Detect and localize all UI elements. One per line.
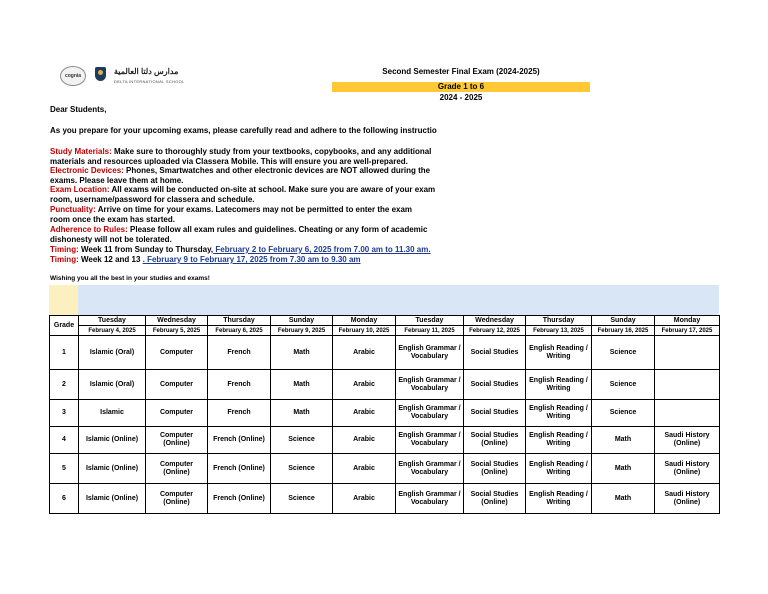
subject-cell: English Reading / Writing xyxy=(526,484,592,514)
devices-text: Phones, Smartwatches and other electronic devices are NOT allowed during the xyxy=(123,166,431,175)
subject-cell: Computer (Online) xyxy=(146,427,208,454)
subject-cell: Math xyxy=(271,370,333,400)
subject-cell: Math xyxy=(271,400,333,427)
subject-cell: Arabic xyxy=(333,336,396,370)
subject-cell: Computer xyxy=(146,400,208,427)
subject-cell: Arabic xyxy=(333,454,396,484)
subject-cell: Social Studies (Online) xyxy=(464,484,526,514)
schedule-header-band xyxy=(78,285,719,315)
subject-cell: Islamic (Oral) xyxy=(79,336,146,370)
subject-cell: French (Online) xyxy=(208,484,271,514)
devices-label: Electronic Devices: xyxy=(50,166,124,175)
subject-cell: Arabic xyxy=(333,484,396,514)
day-header: Tuesday xyxy=(79,316,146,326)
wish-text: Wishing you all the best in your studies and exams! xyxy=(50,275,210,282)
rules-line xyxy=(50,225,427,234)
subject-cell: Saudi History (Online) xyxy=(655,484,720,514)
subject-cell: French xyxy=(208,370,271,400)
subject-cell: French xyxy=(208,400,271,427)
subject-cell: English Grammar / Vocabulary xyxy=(396,336,464,370)
table-row xyxy=(50,400,720,427)
day-header: Monday xyxy=(655,316,720,326)
subject-cell: English Reading / Writing xyxy=(526,427,592,454)
subject-cell: Math xyxy=(592,484,655,514)
subject-cell xyxy=(655,400,720,427)
rules-line-2: dishonesty will not be tolerated. xyxy=(50,235,172,244)
subject-cell: English Grammar / Vocabulary xyxy=(396,454,464,484)
study-materials-label: Study Materials: xyxy=(50,147,112,156)
date-header: February 4, 2025 xyxy=(79,326,146,336)
subject-cell: Math xyxy=(592,427,655,454)
day-header: Monday xyxy=(333,316,396,326)
subject-cell: English Reading / Writing xyxy=(526,454,592,484)
subject-cell: Math xyxy=(592,454,655,484)
subject-cell: English Grammar / Vocabulary xyxy=(396,400,464,427)
date-header: February 13, 2025 xyxy=(526,326,592,336)
subject-cell: Arabic xyxy=(333,427,396,454)
location-line xyxy=(50,185,435,194)
timing-link-1[interactable]: February 2 to February 6, 2025 from 7.00 am to 11.30 am. xyxy=(213,245,431,254)
subject-cell: French (Online) xyxy=(208,454,271,484)
subject-cell: English Reading / Writing xyxy=(526,370,592,400)
location-text: All exams will be conducted on-site at school. Make sure you are aware of your exam xyxy=(109,185,436,194)
subject-cell: Arabic xyxy=(333,400,396,427)
timing-label-1: Timing: xyxy=(50,245,79,254)
table-row xyxy=(50,454,720,484)
date-header: February 9, 2025 xyxy=(271,326,333,336)
subject-cell: Islamic (Online) xyxy=(79,454,146,484)
day-header: Sunday xyxy=(271,316,333,326)
subject-cell: French xyxy=(208,336,271,370)
subject-cell: Saudi History (Online) xyxy=(655,454,720,484)
subject-cell: English Reading / Writing xyxy=(526,336,592,370)
exam-title: Second Semester Final Exam (2024-2025) xyxy=(382,67,540,76)
study-materials-line-2: materials and resources uploaded via Classera Mobile. This will ensure you are well-prepared. xyxy=(50,157,408,166)
subject-cell: Social Studies (Online) xyxy=(464,427,526,454)
location-line-2: room, username/password for classera and schedule. xyxy=(50,195,255,204)
academic-year: 2024 - 2025 xyxy=(439,93,483,102)
grade-cell: 5 xyxy=(50,454,79,484)
punctuality-line xyxy=(50,205,412,214)
punctuality-text: Arrive on time for your exams. Latecomers may not be permitted to enter the exam xyxy=(95,205,413,214)
location-label: Exam Location: xyxy=(50,185,110,194)
greeting: Dear Students, xyxy=(50,105,107,114)
subject-cell: Islamic (Online) xyxy=(79,484,146,514)
date-header: February 16, 2025 xyxy=(592,326,655,336)
subject-cell: Islamic (Online) xyxy=(79,427,146,454)
grade-cell: 2 xyxy=(50,370,79,400)
subject-cell: Computer xyxy=(146,336,208,370)
school-name-english: DELTA INTERNATIONAL SCHOOL xyxy=(114,79,185,84)
timing-text-1: Week 11 from Sunday to Thursday, xyxy=(78,245,214,254)
subject-cell: Computer xyxy=(146,370,208,400)
day-header: Tuesday xyxy=(396,316,464,326)
subject-cell: French (Online) xyxy=(208,427,271,454)
study-materials-line xyxy=(50,147,431,156)
exam-schedule-table xyxy=(49,315,720,514)
day-header: Wednesday xyxy=(146,316,208,326)
devices-line xyxy=(50,166,430,175)
subject-cell: Computer (Online) xyxy=(146,484,208,514)
subject-cell: Science xyxy=(271,484,333,514)
timing-text-2: Week 12 and 13 xyxy=(78,255,143,264)
timing-link-2[interactable]: . February 9 to February 17, 2025 from 7.30 am to 9.30 am xyxy=(142,255,361,264)
date-header: February 5, 2025 xyxy=(146,326,208,336)
subject-cell: Social Studies (Online) xyxy=(464,454,526,484)
grade-cell: 1 xyxy=(50,336,79,370)
subject-cell: Social Studies xyxy=(464,400,526,427)
grade-cell: 3 xyxy=(50,400,79,427)
date-header: February 10, 2025 xyxy=(333,326,396,336)
cognia-logo: cognia xyxy=(60,66,86,86)
study-materials-text: Make sure to thoroughly study from your textbooks, copybooks, and any additional xyxy=(111,147,432,156)
schedule-body xyxy=(50,336,720,514)
table-row xyxy=(50,484,720,514)
school-name-arabic: مدارس دلتا العالمية xyxy=(114,67,179,76)
rules-label: Adherence to Rules: xyxy=(50,225,128,234)
punctuality-line-2: room once the exam has started. xyxy=(50,215,175,224)
subject-cell: Science xyxy=(592,370,655,400)
date-header: February 6, 2025 xyxy=(208,326,271,336)
subject-cell: Science xyxy=(271,427,333,454)
subject-cell: Saudi History (Online) xyxy=(655,427,720,454)
subject-cell xyxy=(655,370,720,400)
subject-cell: Computer (Online) xyxy=(146,454,208,484)
day-header: Thursday xyxy=(526,316,592,326)
timing-line-1 xyxy=(50,245,431,254)
subject-cell: English Grammar / Vocabulary xyxy=(396,370,464,400)
table-row xyxy=(50,427,720,454)
devices-line-2: exams. Please leave them at home. xyxy=(50,176,184,185)
subject-cell: Social Studies xyxy=(464,370,526,400)
subject-cell: English Grammar / Vocabulary xyxy=(396,427,464,454)
subject-cell: Islamic (Oral) xyxy=(79,370,146,400)
grade-cell: 4 xyxy=(50,427,79,454)
subject-cell: Arabic xyxy=(333,370,396,400)
day-header: Sunday xyxy=(592,316,655,326)
table-row xyxy=(50,370,720,400)
timing-line-2 xyxy=(50,255,361,264)
day-header: Thursday xyxy=(208,316,271,326)
day-header-row xyxy=(50,316,720,326)
timing-label-2: Timing: xyxy=(50,255,79,264)
date-header: February 11, 2025 xyxy=(396,326,464,336)
punctuality-label: Punctuality: xyxy=(50,205,96,214)
subject-cell: Islamic xyxy=(79,400,146,427)
grade-band: Grade 1 to 6 xyxy=(332,82,590,92)
school-crest-icon xyxy=(95,67,106,81)
day-header: Wednesday xyxy=(464,316,526,326)
date-header: February 17, 2025 xyxy=(655,326,720,336)
intro-text: As you prepare for your upcoming exams, please carefully read and adhere to the following instructio xyxy=(50,126,437,135)
subject-cell: Science xyxy=(271,454,333,484)
subject-cell: Math xyxy=(271,336,333,370)
subject-cell: English Reading / Writing xyxy=(526,400,592,427)
date-header: February 12, 2025 xyxy=(464,326,526,336)
subject-cell: English Grammar / Vocabulary xyxy=(396,484,464,514)
date-header-row xyxy=(50,326,720,336)
subject-cell: Science xyxy=(592,400,655,427)
grade-header-band xyxy=(49,285,78,315)
grade-header: Grade xyxy=(50,316,79,336)
subject-cell: Science xyxy=(592,336,655,370)
grade-cell: 6 xyxy=(50,484,79,514)
subject-cell xyxy=(655,336,720,370)
subject-cell: Social Studies xyxy=(464,336,526,370)
rules-text: Please follow all exam rules and guidelines. Cheating or any form of academic xyxy=(127,225,428,234)
table-row xyxy=(50,336,720,370)
